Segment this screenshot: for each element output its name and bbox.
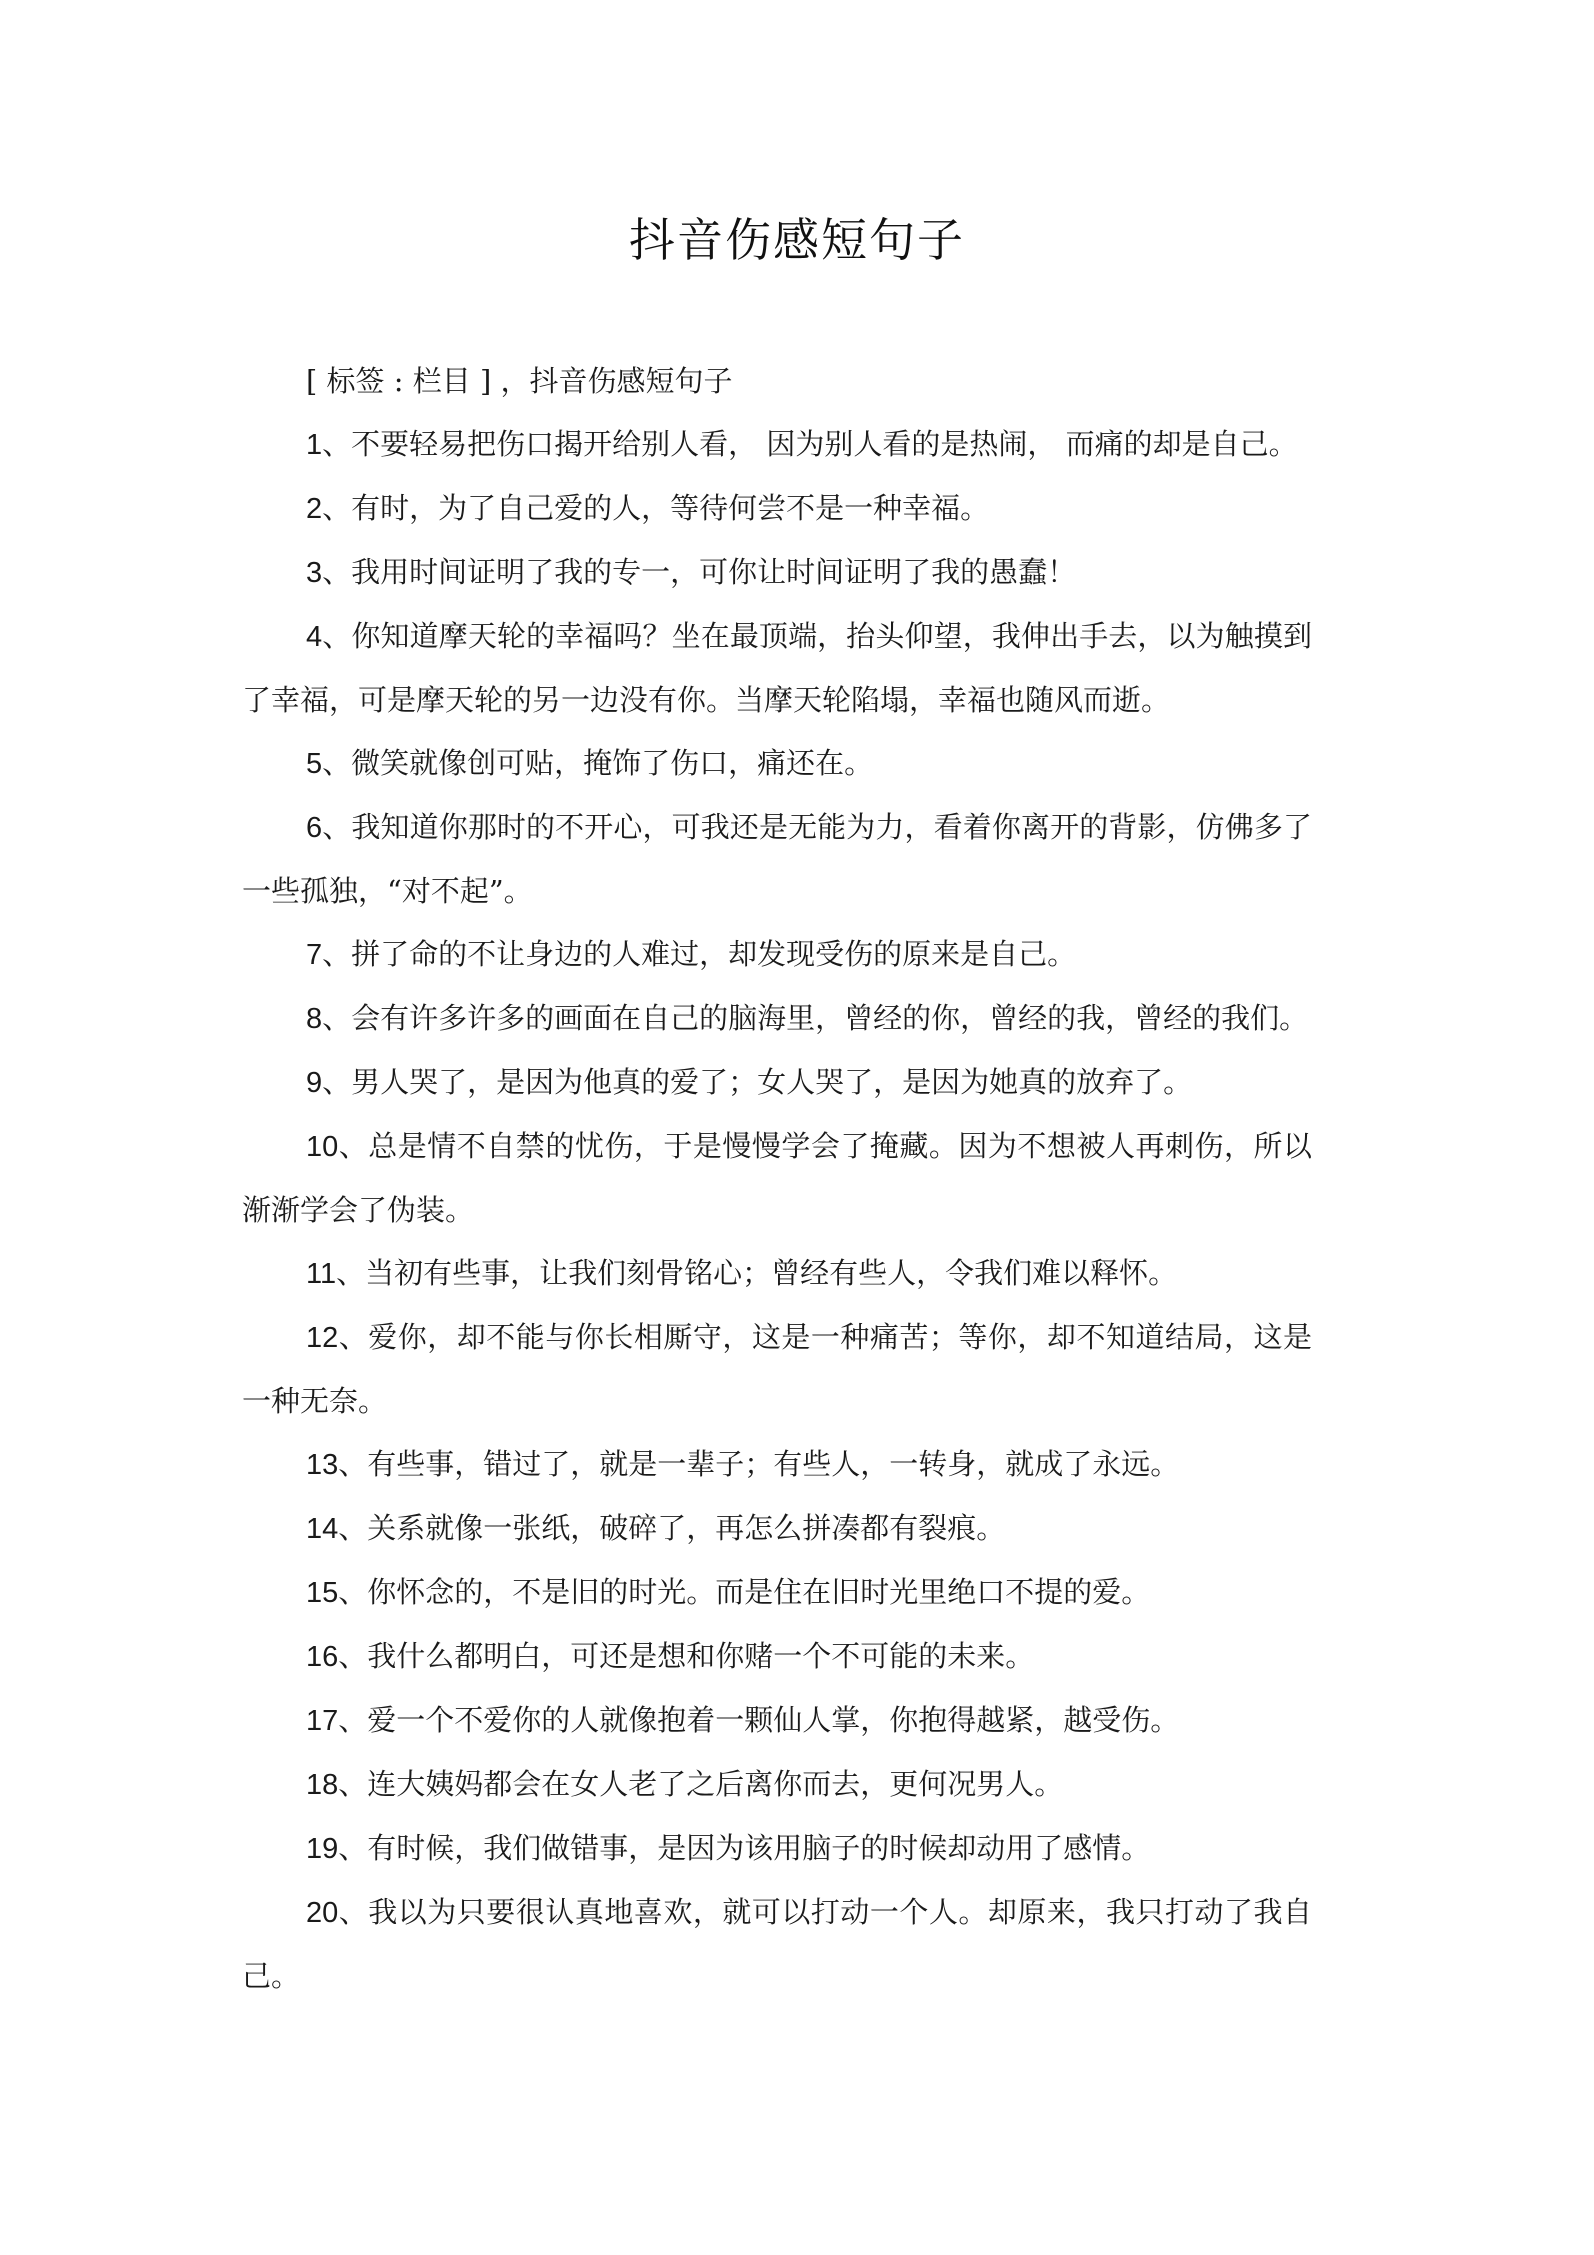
list-item	[242, 1433, 1312, 1497]
list-item	[242, 1306, 1312, 1433]
item-number: 3	[306, 557, 323, 589]
list-item	[242, 413, 1312, 477]
item-number: 18	[306, 1769, 339, 1801]
list-item	[242, 732, 1312, 796]
list-item	[242, 1115, 1312, 1242]
item-text: 、你怀念的，不是旧的时光。而是住在旧时光里绝口不提的爱。	[338, 1575, 1151, 1609]
list-item	[242, 541, 1312, 605]
list-item	[242, 1561, 1312, 1625]
item-text: 、当初有些事，让我们刻骨铭心；曾经有些人，令我们难以释怀。	[336, 1256, 1178, 1290]
list-item	[242, 1881, 1312, 2008]
list-item	[242, 796, 1312, 923]
item-text: 、男人哭了，是因为他真的爱了；女人哭了，是因为她真的放弃了。	[322, 1065, 1193, 1099]
item-number: 14	[306, 1513, 339, 1545]
list-item	[242, 1625, 1312, 1689]
item-text: 、我用时间证明了我的专一，可你让时间证明了我的愚蠢！	[322, 555, 1077, 589]
item-text: 、关系就像一张纸，破碎了，再怎么拼凑都有裂痕。	[338, 1511, 1006, 1545]
item-number: 9	[306, 1067, 323, 1099]
item-number: 15	[306, 1577, 339, 1609]
item-number: 16	[306, 1641, 339, 1673]
item-text: 、爱一个不爱你的人就像抱着一颗仙人掌，你抱得越紧，越受伤。	[338, 1703, 1180, 1737]
item-text: 、我以为只要很认真地喜欢，就可以打动一个人。却原来，我只打动了我自己。	[242, 1895, 1312, 1993]
item-text: 、有些事，错过了，就是一辈子；有些人，一转身，就成了永远。	[338, 1447, 1180, 1481]
item-number: 2	[306, 493, 323, 525]
item-number: 1	[306, 429, 323, 461]
item-text: 、爱你，却不能与你长相厮守，这是一种痛苦；等你，却不知道结局，这是一种无奈。	[242, 1320, 1312, 1418]
item-number: 13	[306, 1449, 339, 1481]
item-text: 、总是情不自禁的忧伤，于是慢慢学会了掩藏。因为不想被人再刺伤，所以渐渐学会了伪装。	[242, 1129, 1312, 1227]
list-item	[242, 477, 1312, 541]
item-number: 17	[306, 1705, 339, 1737]
list-item	[242, 1753, 1312, 1817]
item-number: 19	[306, 1833, 339, 1865]
list-item	[242, 1242, 1312, 1306]
item-number: 7	[306, 939, 323, 971]
page-title: 抖音伤感短句子	[629, 213, 965, 267]
list-item	[242, 1817, 1312, 1881]
item-number: 5	[306, 748, 323, 780]
list-item	[242, 1689, 1312, 1753]
item-number: 10	[306, 1131, 339, 1163]
item-text: 、有时候，我们做错事，是因为该用脑子的时候却动用了感情。	[338, 1831, 1151, 1865]
item-number: 12	[306, 1322, 339, 1354]
item-text: 、拼了命的不让身边的人难过，却发现受伤的原来是自己。	[322, 937, 1077, 971]
item-text: 、有时，为了自己爱的人，等待何尝不是一种幸福。	[322, 491, 990, 525]
item-number: 20	[306, 1897, 339, 1929]
item-text: 、我知道你那时的不开心，可我还是无能为力，看着你离开的背影，仿佛多了一些孤独，“对不起”。	[242, 810, 1312, 908]
item-text: 、连大姨妈都会在女人老了之后离你而去，更何况男人。	[338, 1767, 1064, 1801]
item-text: 、会有许多许多的画面在自己的脑海里，曾经的你，曾经的我，曾经的我们。	[322, 1001, 1309, 1035]
item-number: 4	[306, 621, 323, 653]
item-text: 、微笑就像创可贴，掩饰了伤口，痛还在。	[322, 746, 874, 780]
item-text: 、不要轻易把伤口揭开给别人看， 因为别人看的是热闹， 而痛的却是自己。	[322, 427, 1298, 461]
tag-line: [ 标签 : 栏目 ] ，抖音伤感短句子	[306, 364, 733, 398]
list-item	[242, 605, 1312, 732]
item-number: 11	[306, 1258, 337, 1290]
list-item	[242, 987, 1312, 1051]
item-number: 6	[306, 812, 323, 844]
list-item	[242, 1051, 1312, 1115]
document-body	[242, 350, 1312, 2008]
item-text: 、你知道摩天轮的幸福吗？坐在最顶端，抬头仰望，我伸出手去，以为触摸到了幸福，可是摩天轮的另一边没有你。当摩天轮陷塌，幸福也随风而逝。	[242, 619, 1312, 717]
item-number: 8	[306, 1003, 323, 1035]
item-text: 、我什么都明白，可还是想和你赌一个不可能的未来。	[338, 1639, 1035, 1673]
list-item	[242, 923, 1312, 987]
list-item	[242, 1497, 1312, 1561]
